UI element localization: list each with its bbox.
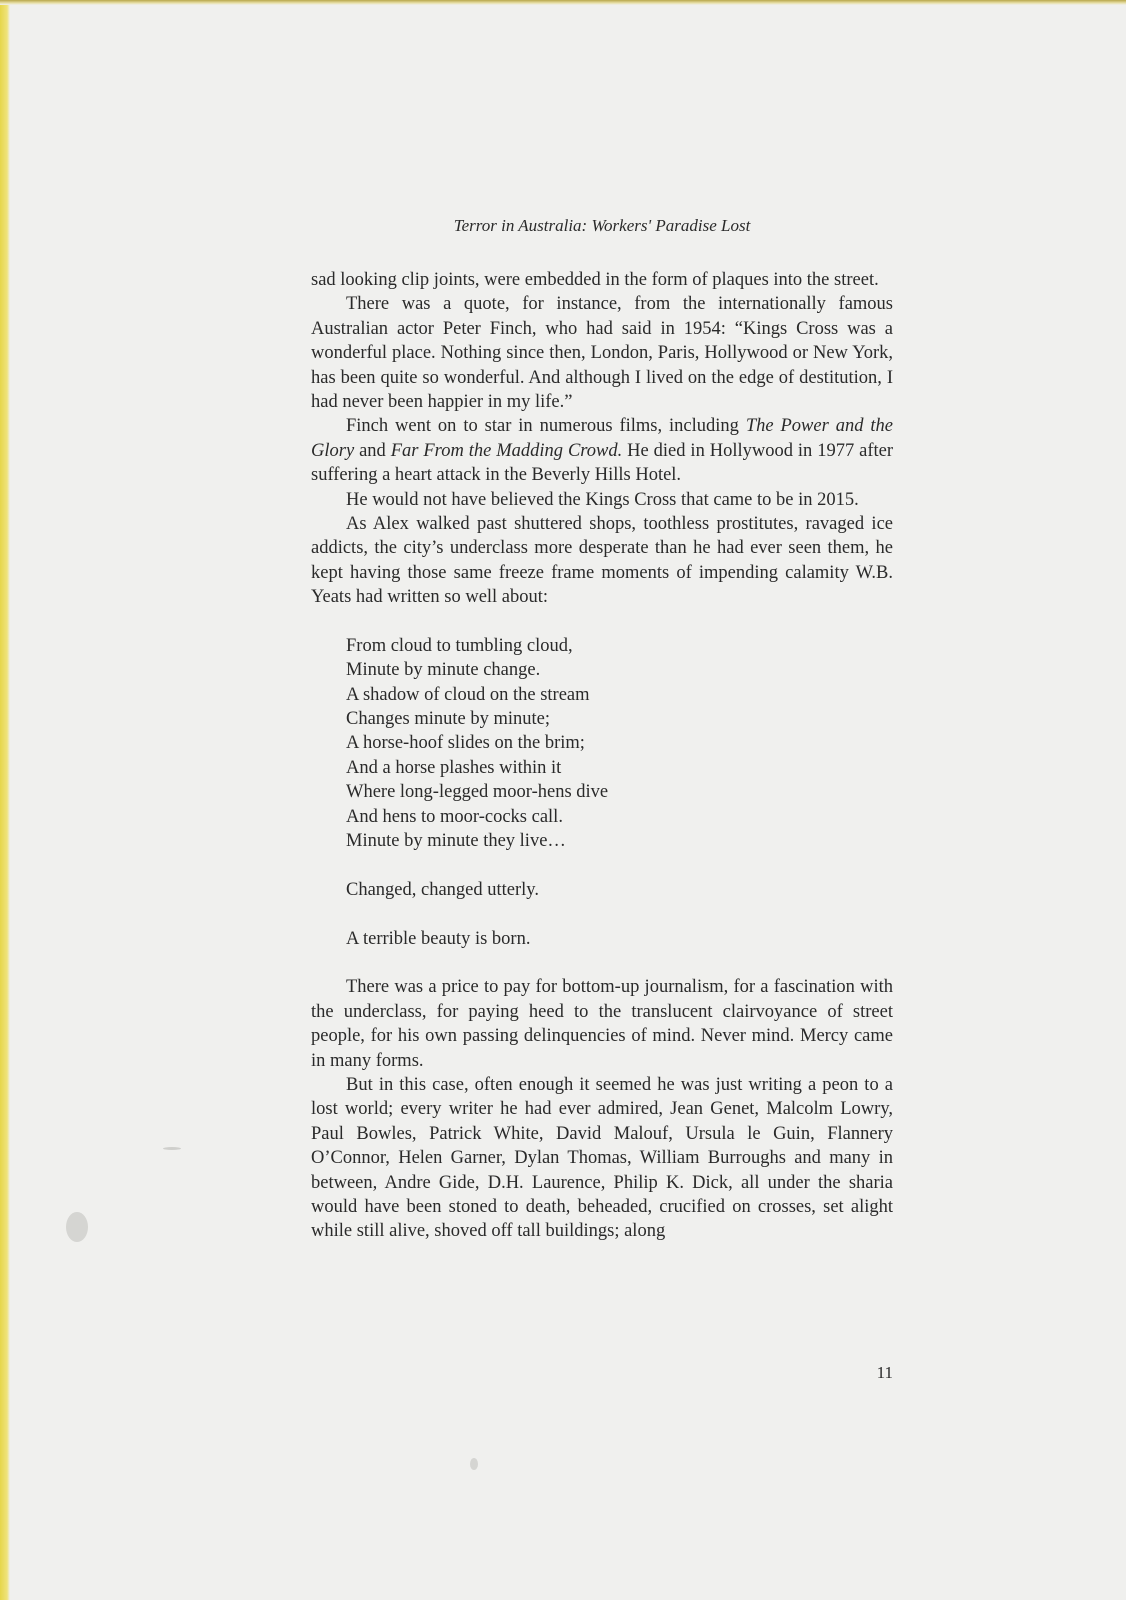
text-run: He died in Hollywood in 1977 after suffering a heart attack in the Beverly Hills Hotel. (311, 440, 893, 486)
text-run: Finch went on to star in numerous films, including (346, 416, 746, 437)
verse-spacer (311, 902, 893, 926)
verse-line: And a horse plashes within it (346, 757, 562, 778)
verse-line: Changes minute by minute; (346, 708, 550, 729)
text-run: He would not have believed the Kings Cross that came to be in 2015. (346, 489, 859, 510)
verse-line: And hens to moor-cocks call. (346, 806, 563, 827)
text-run: As Alex walked past shuttered shops, toothless prostitutes, ravaged ice addicts, the city’s underclass more desperate than he had ever seen them, he kept having those same freeze frame moments of impending calamity W.B. Yeats had written so well about: (311, 514, 893, 608)
verse-line-changed: Changed, changed utterly. (346, 879, 539, 900)
verse-line: Minute by minute they live… (346, 830, 566, 851)
running-head: Terror in Australia: Workers' Paradise Lost (453, 216, 751, 235)
paragraph (311, 1073, 893, 1244)
verse-line: From cloud to tumbling cloud, (346, 635, 573, 656)
paragraph (311, 414, 893, 487)
paragraphs-before-verse (311, 268, 893, 610)
verse-spacer (311, 951, 893, 975)
verse-line: Where long-legged moor-hens dive (346, 782, 609, 803)
scan-speck (66, 1212, 88, 1242)
verse-line-beauty: A terrible beauty is born. (346, 928, 531, 949)
italic-title: The Power and the Glory (311, 416, 893, 461)
scan-speck (470, 1458, 478, 1470)
text-run: There was a quote, for instance, from the internationally famous Australian actor Peter Finch, who had said in 1954: “Kings Cross was a wonderful place. Nothing since then, London, Paris, Hollywood or New York, has been quite so wonderful. And although I lived on the edge of destitution, I had never been happier in my life.” (311, 294, 893, 413)
page-edge-yellow (0, 0, 10, 1600)
paragraph (311, 268, 893, 292)
verse-line: Minute by minute change. (346, 660, 541, 681)
verse-line: A horse-hoof slides on the brim; (346, 733, 585, 754)
verse-stanza (311, 634, 893, 854)
text-run: and (354, 440, 391, 461)
paragraph (311, 512, 893, 610)
text-run: There was a price to pay for bottom-up journalism, for a fascination with the underclass, for paying heed to the translucent clairvoyance of street people, for his own passing delinquencies of mind. Never mind. Mercy came in many forms. (311, 977, 893, 1071)
verse-line: A shadow of cloud on the stream (346, 684, 590, 705)
paragraph (311, 292, 893, 414)
italic-title: Far From the Madding Crowd. (390, 440, 623, 461)
page-number: 11 (876, 1363, 893, 1382)
page-edge-top (0, 0, 1126, 5)
paragraph (311, 975, 893, 1073)
body-text (311, 268, 893, 1244)
verse-spacer (311, 610, 893, 634)
paragraph (311, 488, 893, 512)
verse-spacer (311, 853, 893, 877)
paragraphs-after-verse (311, 975, 893, 1243)
text-run: But in this case, often enough it seemed he was just writing a peon to a lost world; every writer he had ever admired, Jean Genet, Malcolm Lowry, Paul Bowles, Patrick White, David Malouf, Ursula le Guin, Flannery O’Connor, Helen Garner, Dylan Thomas, William Burroughs and many in between, Andre Gide, D.H. Laurence, Philip K. Dick, all under the sharia would have been stoned to death, beheaded, crucified on crosses, set alight while still alive, shoved off tall buildings; along (311, 1074, 893, 1242)
scan-speck (163, 1147, 181, 1150)
text-run: sad looking clip joints, were embedded in the form of plaques into the street. (311, 270, 879, 290)
